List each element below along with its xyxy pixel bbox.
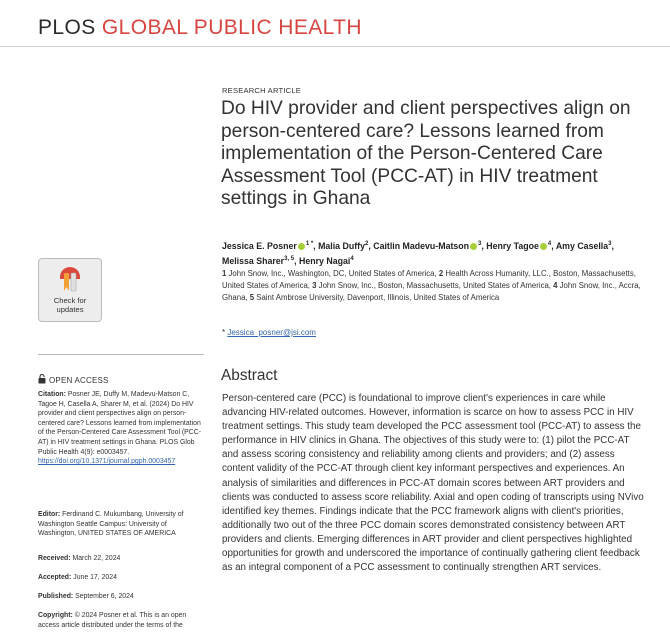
open-lock-icon bbox=[38, 374, 46, 384]
article-title: Do HIV provider and client perspectives align on person-centered care? Lessons learned from implementation of the Person-Centered Care Assessment Tool (PCC-AT) in HIV treatment settings in Ghana bbox=[221, 98, 631, 210]
affiliation-number: 4 bbox=[553, 280, 558, 290]
author-name[interactable]: Caitlin Madevu-Matson bbox=[373, 240, 470, 251]
published-date bbox=[38, 592, 204, 602]
open-access-badge bbox=[38, 374, 109, 385]
affiliations bbox=[222, 268, 644, 303]
author-name[interactable]: Melissa Sharer bbox=[222, 255, 285, 266]
check-updates-line1: Check for bbox=[53, 296, 87, 305]
copyright-label: Copyright: bbox=[38, 612, 73, 619]
affiliation-text: Saint Ambrose University, Davenport, Illinois, United States of America bbox=[256, 292, 500, 302]
affiliation-number: 3 bbox=[312, 280, 317, 290]
copyright-text: © 2024 Posner et al. This is an open access article distributed under the terms of the bbox=[38, 612, 187, 629]
orcid-icon[interactable] bbox=[298, 243, 305, 250]
orcid-icon[interactable] bbox=[540, 243, 547, 250]
author-affiliation-marker: 2 bbox=[365, 241, 369, 247]
author-name[interactable]: Malia Duffy bbox=[318, 240, 365, 251]
affiliation-number: 2 bbox=[438, 269, 444, 278]
publisher-name: PLOS bbox=[38, 16, 96, 39]
editor-block bbox=[38, 510, 204, 539]
citation-text: Posner JE, Duffy M, Madevu-Matson C, Tagoe H, Casella A, Sharer M, et al. (2024) Do HIV provider and client perspectives align on person-centered care? Lessons learned from implementation of the Person-Centered Care Assessment Tool (PCC-AT) in HIV treatment settings in Ghana. PLOS Glob Public Health 4(9): e0003457. bbox=[38, 391, 202, 456]
author-affiliation-marker: 3 bbox=[478, 241, 482, 247]
copyright-block bbox=[38, 611, 204, 630]
accepted-label: Accepted: bbox=[38, 574, 72, 581]
published-label: Published: bbox=[38, 593, 74, 600]
received-value: March 22, 2024 bbox=[72, 555, 121, 562]
abstract-text: Person-centered care (PCC) is foundational to improve client's experiences in care while advancing HIV-related outcomes. However, information is scarce on how to assess PCC in HIV treatment settings. This study team developed the PCC assessment tool (PCC-AT) to assess the performance in HIV clinics in Ghana. The objectives of this study were to: (1) pilot the PCC-AT and assess scoring consistency and reliability among clients and providers; and (2) assess content validity of the PCC-AT through client key informant perspectives and experiences. An analysis of similarities and differences in PCC-AT domain scores between ART providers and clients was conducted to assess score reliability. Axial and open coding of transcripts using NVivo identified key themes. Findings indicate that the PCC framework aligns with client's priorities, additionally two out of the three PCC domain scores demonstrated consistency between ART providers and clients. Emerging differences in ART provider and client perspectives highlighted opportunities for growth and underscored the importance of continually gathering client feedback as an integral component of a PCC assessment to continually strengthen ART services. bbox=[222, 393, 644, 574]
editor-text: Ferdinand C. Mukumbang, University of Washington Seattle Campus: University of Washington, UNITED STATES OF AMERICA bbox=[38, 511, 184, 538]
author-affiliation-marker: 3, 5 bbox=[284, 255, 295, 262]
citation-doi-link[interactable]: https://doi.org/10.1371/journal.pgph.0003457 bbox=[38, 458, 176, 466]
corresponding-email bbox=[222, 328, 316, 337]
author-list bbox=[222, 238, 642, 268]
affiliation-text: Health Across Humanity, LLC., Boston, Massachusetts, United States of America, bbox=[222, 269, 636, 290]
journal-name: GLOBAL PUBLIC HEALTH bbox=[101, 16, 362, 39]
sidebar-divider bbox=[38, 354, 204, 355]
received-label: Received: bbox=[38, 555, 71, 562]
affiliation-text: John Snow, Inc., Washington, DC, United States of America, bbox=[228, 269, 437, 278]
author-separator: , bbox=[611, 240, 614, 251]
check-updates-line2: updates bbox=[56, 304, 84, 314]
accepted-value: June 17, 2024 bbox=[73, 574, 117, 581]
author-separator: , bbox=[481, 240, 487, 251]
citation-label: Citation: bbox=[38, 391, 66, 398]
author-name[interactable]: Henry Nagai bbox=[299, 255, 351, 266]
editor-label: Editor: bbox=[38, 511, 61, 518]
author-affiliation-marker: 1 * bbox=[305, 241, 314, 247]
affiliation-text: John Snow, Inc., Accra, Ghana, bbox=[222, 280, 641, 302]
author-separator: , bbox=[294, 255, 300, 266]
author-name[interactable]: Amy Casella bbox=[555, 240, 609, 251]
article-type: RESEARCH ARTICLE bbox=[222, 86, 302, 95]
open-access-label: OPEN ACCESS bbox=[49, 376, 109, 385]
abstract-heading: Abstract bbox=[221, 367, 278, 384]
author-affiliation-marker: 4 bbox=[350, 255, 354, 262]
affiliation-text: John Snow, Inc., Boston, Massachusetts, United States of America, bbox=[318, 280, 551, 290]
affiliation-number: 5 bbox=[249, 292, 255, 302]
email-marker: * bbox=[222, 328, 226, 337]
journal-masthead bbox=[38, 16, 362, 40]
check-for-updates-button[interactable] bbox=[38, 258, 102, 322]
author-name[interactable]: Henry Tagoe bbox=[486, 240, 539, 251]
citation-block bbox=[38, 390, 204, 467]
check-for-updates-icon bbox=[58, 265, 82, 295]
author-separator: , bbox=[551, 240, 556, 251]
author-name[interactable]: Jessica E. Posner bbox=[222, 240, 297, 251]
affiliation-number: 1 bbox=[222, 269, 227, 278]
received-date bbox=[38, 554, 204, 564]
orcid-icon[interactable] bbox=[470, 243, 477, 250]
author-affiliation-marker: 3 bbox=[608, 241, 612, 247]
accepted-date bbox=[38, 573, 204, 583]
header-divider bbox=[0, 46, 670, 47]
published-value: September 6, 2024 bbox=[75, 593, 134, 600]
author-separator: , bbox=[313, 240, 319, 251]
email-link[interactable]: Jessica_posner@jsi.com bbox=[227, 328, 316, 337]
author-affiliation-marker: 4 bbox=[547, 241, 552, 247]
author-separator: , bbox=[368, 240, 374, 251]
